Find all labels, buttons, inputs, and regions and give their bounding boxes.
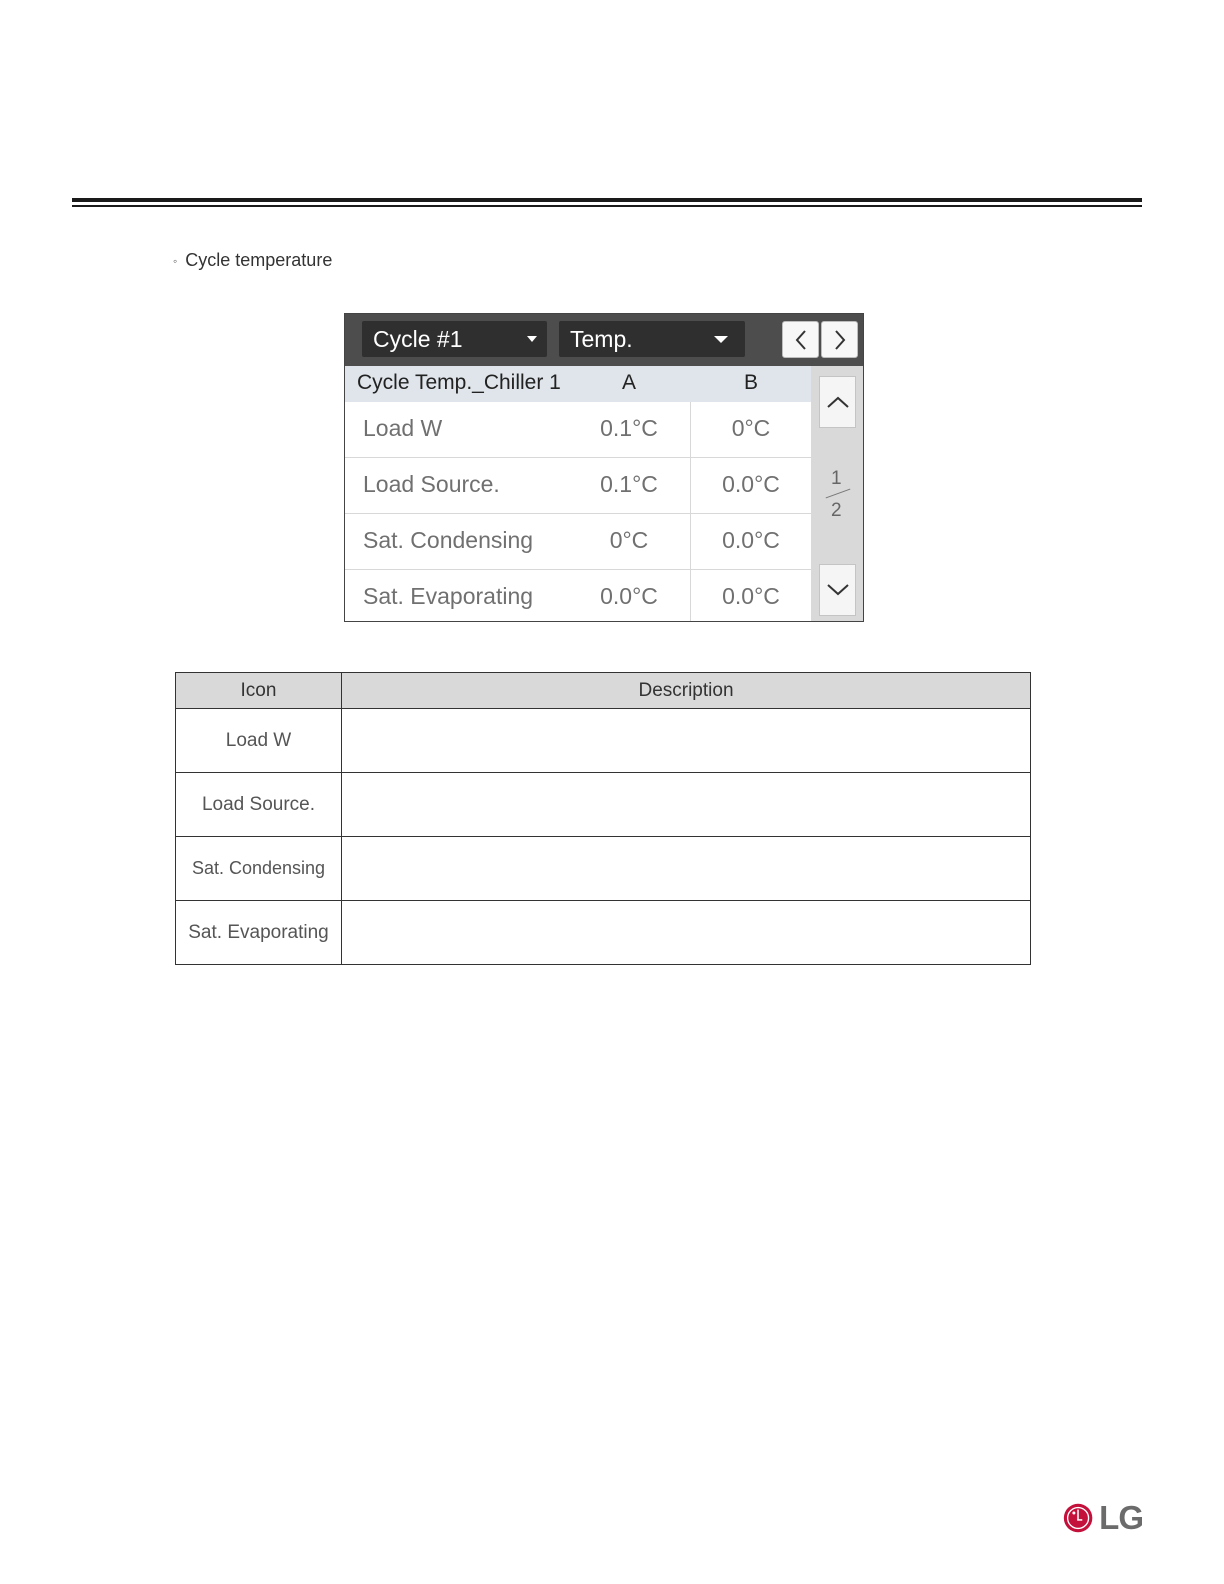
table-header bbox=[345, 366, 811, 402]
row-label: Sat. Condensing bbox=[363, 527, 534, 553]
section-title: Cycle temperature bbox=[185, 250, 333, 270]
caret-down-icon bbox=[714, 336, 728, 343]
description-table bbox=[175, 672, 1031, 965]
cycle-dropdown-label: Cycle #1 bbox=[373, 325, 463, 352]
caret-down-icon bbox=[527, 336, 537, 342]
scroll-up-button[interactable] bbox=[819, 376, 856, 428]
value-a: 0.1°C bbox=[600, 415, 658, 441]
controller-screen bbox=[344, 313, 864, 622]
page-total: 2 bbox=[831, 500, 842, 521]
page-current: 1 bbox=[831, 468, 842, 489]
table-row bbox=[345, 514, 811, 570]
table-row bbox=[176, 709, 1031, 773]
table-row bbox=[176, 901, 1031, 965]
table-title: Cycle Temp._Chiller 1 bbox=[357, 371, 561, 394]
description-cell bbox=[342, 901, 1031, 965]
chevron-down-icon bbox=[826, 583, 850, 597]
top-bar bbox=[345, 314, 863, 366]
value-a: 0°C bbox=[609, 527, 649, 553]
value-b: 0.0°C bbox=[722, 527, 780, 553]
value-a: 0.1°C bbox=[600, 471, 658, 497]
value-a: 0.0°C bbox=[600, 583, 658, 609]
value-b: 0.0°C bbox=[722, 471, 780, 497]
description-cell bbox=[342, 773, 1031, 837]
chevron-right-icon bbox=[833, 329, 847, 351]
table-row bbox=[345, 458, 811, 514]
next-button[interactable] bbox=[821, 321, 858, 358]
scroll-column bbox=[811, 366, 863, 621]
value-rows bbox=[345, 402, 811, 622]
description-column-header: Description bbox=[342, 673, 1031, 709]
value-b: 0°C bbox=[731, 415, 771, 441]
row-label: Sat. Evaporating bbox=[363, 583, 534, 609]
cycle-dropdown[interactable] bbox=[362, 321, 547, 357]
row-label: Load Source. bbox=[363, 471, 500, 497]
lg-face-icon bbox=[1063, 1500, 1093, 1536]
section-heading bbox=[173, 250, 332, 271]
lg-logo bbox=[1063, 1500, 1143, 1536]
table-row bbox=[345, 570, 811, 622]
page-divider bbox=[826, 489, 851, 499]
icon-cell: Sat. Evaporating bbox=[176, 901, 342, 965]
value-b: 0.0°C bbox=[722, 583, 780, 609]
column-a-header: A bbox=[621, 371, 636, 394]
icon-cell: Load W bbox=[176, 709, 342, 773]
table-header-row bbox=[176, 673, 1031, 709]
table-row bbox=[176, 837, 1031, 901]
logo-text: LG bbox=[1099, 1499, 1143, 1536]
chevron-up-icon bbox=[826, 395, 850, 409]
column-b-header: B bbox=[743, 371, 758, 394]
chevron-left-icon bbox=[794, 329, 808, 351]
icon-column-header: Icon bbox=[176, 673, 342, 709]
scroll-down-button[interactable] bbox=[819, 564, 856, 616]
header-rule-thin bbox=[72, 205, 1142, 207]
type-dropdown[interactable] bbox=[559, 321, 745, 357]
header-rule-thick bbox=[72, 198, 1142, 202]
table-row bbox=[345, 402, 811, 458]
page-indicator bbox=[821, 466, 853, 526]
description-cell bbox=[342, 709, 1031, 773]
prev-button[interactable] bbox=[782, 321, 819, 358]
table-row bbox=[176, 773, 1031, 837]
bullet-icon: ◦ bbox=[173, 253, 178, 268]
icon-cell: Load Source. bbox=[176, 773, 342, 837]
column-divider bbox=[690, 402, 691, 621]
description-cell bbox=[342, 837, 1031, 901]
icon-cell: Sat. Condensing bbox=[176, 837, 342, 901]
row-label: Load W bbox=[363, 415, 443, 441]
type-dropdown-label: Temp. bbox=[570, 325, 633, 352]
